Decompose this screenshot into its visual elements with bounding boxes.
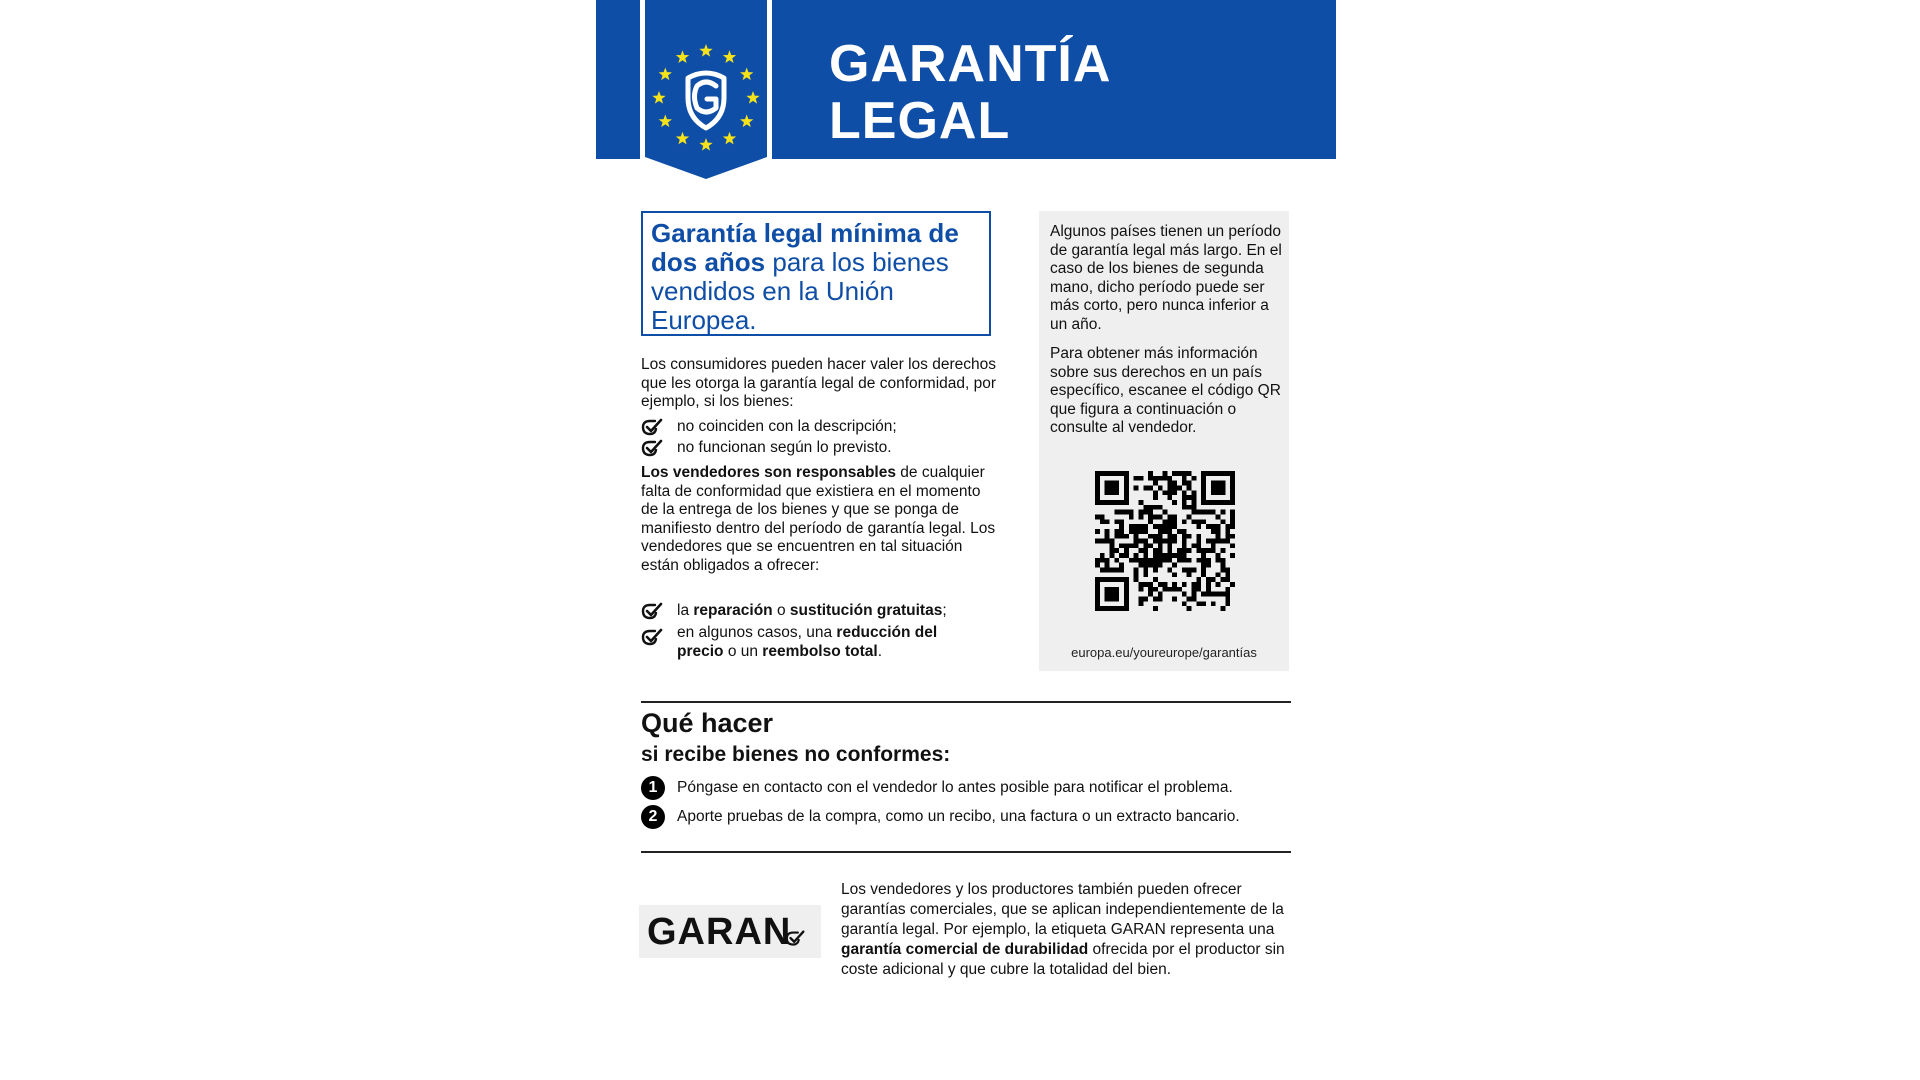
sellers-bold: Los vendedores son responsables: [641, 464, 896, 481]
remedy-text: en algunos casos, una reducción del precio o un reembolso total.: [677, 624, 938, 660]
warranty-poster: [596, 0, 1336, 1080]
step-item: [641, 776, 1301, 800]
section-title: Qué hacer: [641, 708, 774, 738]
step-number-badge: 1: [641, 776, 665, 800]
remedy-text: la reparación o sustitución gratuitas;: [677, 602, 947, 619]
checkmark-icon: [641, 439, 665, 459]
step-item: [641, 805, 1301, 829]
sellers-paragraph: [641, 464, 1001, 575]
sidebar-paragraph-1: Algunos países tienen un período de garantía legal más largo. En el caso de los bienes de segunda mano, dicho período puede ser más corto, pero nunca inferior a un año.: [1050, 223, 1282, 333]
section-subtitle: si recibe bienes no conformes:: [641, 743, 951, 766]
qr-code[interactable]: [1095, 471, 1235, 611]
condition-text: no funcionan según lo previsto.: [677, 439, 892, 456]
checkmark-icon: [641, 418, 665, 438]
condition-text: no coinciden con la descripción;: [677, 418, 897, 435]
callout-bold: Garantía legal mínima de dos años: [651, 218, 959, 277]
sellers-rest: de cualquier falta de conformidad que existiera en el momento de la entrega de los bienes y que se ponga de manifiesto dentro del período de garantía legal. Los vendedores que se encuentren en tal situación están obligados a ofrecer:: [641, 464, 996, 574]
info-sidebar: [1039, 211, 1289, 671]
step-text: Aporte pruebas de la compra, como un recibo, una factura o un extracto bancario.: [677, 808, 1240, 825]
minimum-warranty-callout: [641, 211, 991, 336]
intro-paragraph: Los consumidores pueden hacer valer los derechos que les otorga la garantía legal de conformidad, por ejemplo, si los bienes:: [641, 356, 997, 410]
divider: [641, 851, 1291, 853]
callout-rest: para los bienes vendidos en la Unión Europea.: [651, 247, 949, 335]
checkmark-icon: [785, 929, 807, 949]
sidebar-paragraph-2: Para obtener más información sobre sus derechos en un país específico, escanee el código QR que figura a continuación o consulte al vendedor.: [1050, 345, 1281, 436]
checkmark-icon: [641, 602, 665, 622]
eu-shield-logo: [640, 0, 772, 184]
info-url[interactable]: europa.eu/youreurope/garantías: [1071, 645, 1257, 660]
divider: [641, 701, 1291, 703]
title-line-2: LEGAL: [829, 92, 1011, 150]
page-title: [829, 36, 1111, 150]
step-number-badge: 2: [641, 805, 665, 829]
garan-logo-text: GARAN: [647, 911, 792, 953]
step-text: Póngase en contacto con el vendedor lo antes posible para notificar el problema.: [677, 779, 1233, 796]
garan-logo: [639, 905, 821, 958]
checkmark-icon: [641, 628, 665, 648]
garan-paragraph: Los vendedores y los productores también pueden ofrecer garantías comerciales, que se aplican independientemente de la garantía legal. Por ejemplo, la etiqueta GARAN representa una garantía comercial de durabilidad ofrecida por el productor sin coste adicional y que cubre la totalidad del bien.: [841, 881, 1285, 978]
title-line-1: GARANTÍA: [829, 35, 1112, 93]
header-banner: [596, 0, 1336, 159]
